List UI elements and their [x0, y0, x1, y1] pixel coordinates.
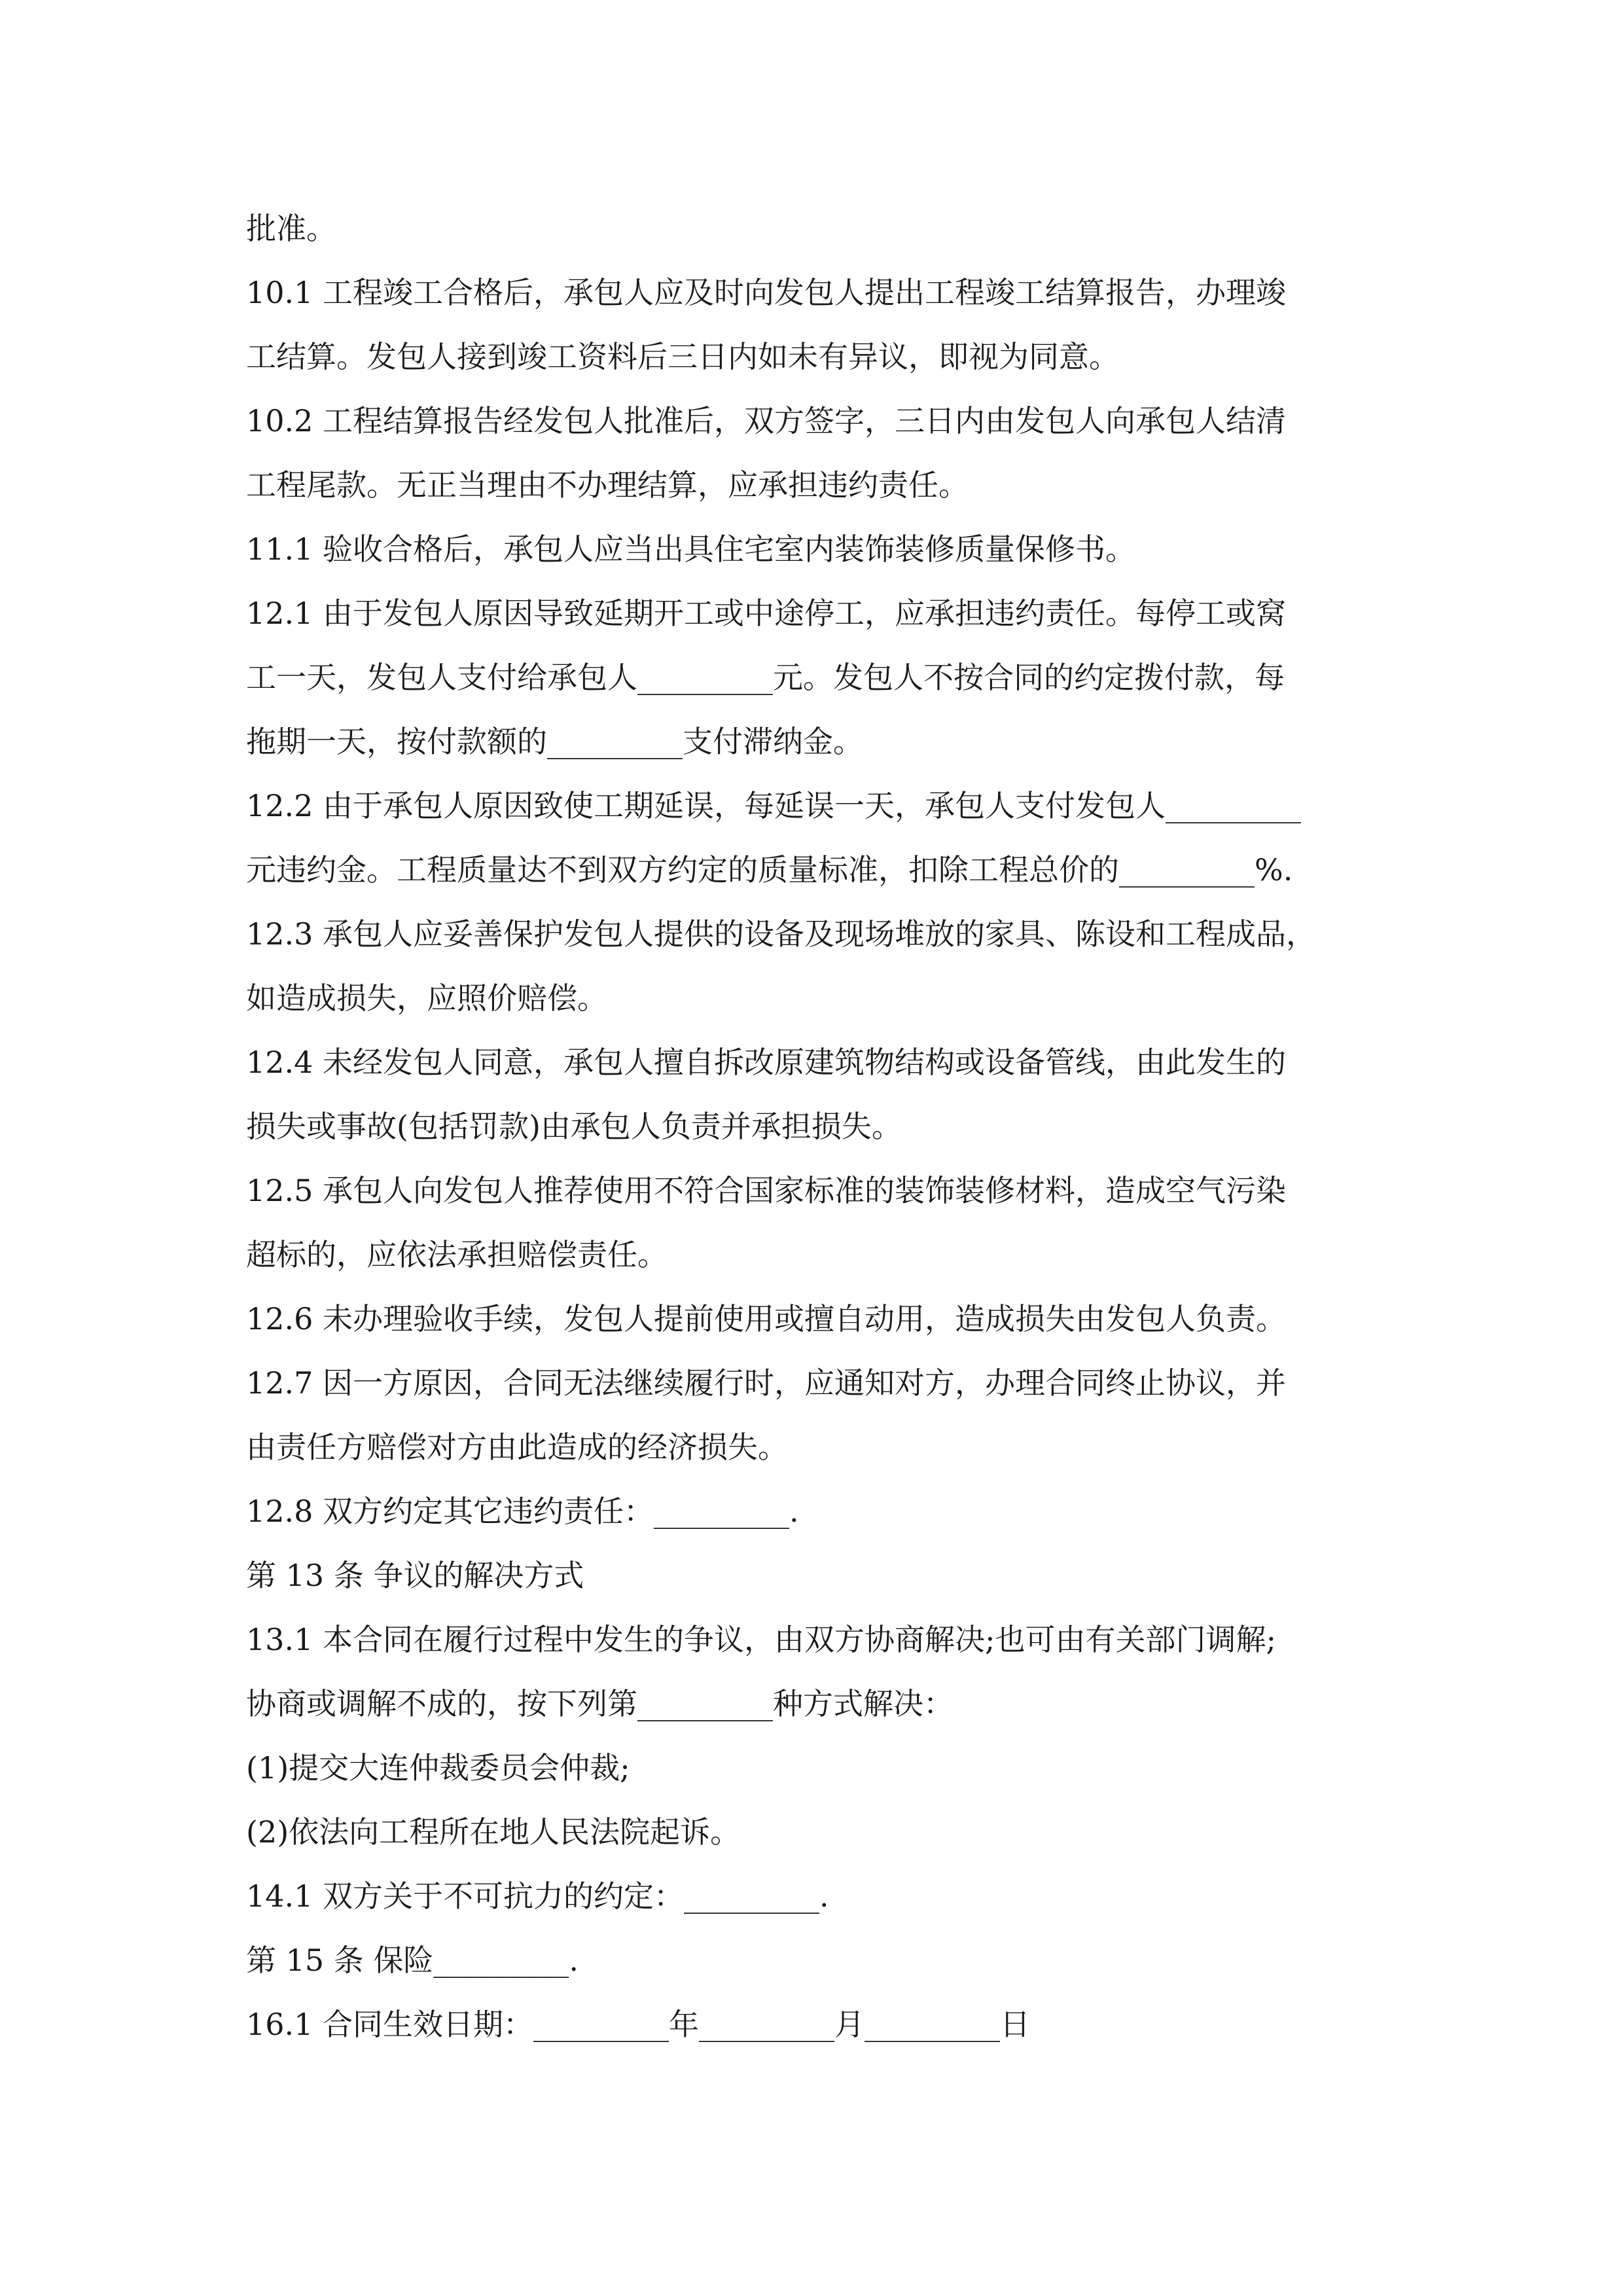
section-heading: 第 13 条 争议的解决方式 [246, 1558, 584, 1593]
text-line: (2)依法向工程所在地人民法院起诉。 [246, 1814, 741, 1850]
text-line: 14.1 双方关于不可抗力的约定：_________. [246, 1878, 829, 1914]
text-line: (1)提交大连仲裁委员会仲裁; [246, 1750, 630, 1785]
text-line: 12.6 未办理验收手续，发包人提前使用或擅自动用，造成损失由发包人负责。 [246, 1301, 1287, 1336]
text-line: 批准。 [246, 211, 336, 246]
section-heading: 第 15 条 保险_________. [246, 1943, 579, 1978]
text-line: 16.1 合同生效日期：_________年_________月_________日 [246, 2007, 1031, 2042]
text-line: 拖期一天，按付款额的_________支付滞纳金。 [246, 724, 863, 759]
text-line: 如造成损失，应照价赔偿。 [246, 980, 607, 1016]
text-line: 由责任方赔偿对方由此造成的经济损失。 [246, 1429, 788, 1465]
text-line: 元违约金。工程质量达不到双方约定的质量标准，扣除工程总价的_________%. [246, 852, 1293, 888]
text-line: 12.5 承包人向发包人推荐使用不符合国家标准的装饰装修材料，造成空气污染 [246, 1173, 1287, 1208]
text-line: 12.3 承包人应妥善保护发包人提供的设备及现场堆放的家具、陈设和工程成品， [246, 916, 1317, 952]
text-line: 工一天，发包人支付给承包人_________元。发包人不按合同的约定拨付款，每 [246, 660, 1285, 695]
text-line: 12.4 未经发包人同意，承包人擅自拆改原建筑物结构或设备管线，由此发生的 [246, 1045, 1287, 1080]
text-line: 12.7 因一方原因，合同无法继续履行时，应通知对方，办理合同终止协议，并 [246, 1365, 1287, 1401]
text-line: 13.1 本合同在履行过程中发生的争议，由双方协商解决;也可由有关部门调解; [246, 1622, 1277, 1657]
text-line: 11.1 验收合格后，承包人应当出具住宅室内装饰装修质量保修书。 [246, 531, 1136, 567]
text-line: 协商或调解不成的，按下列第_________种方式解决： [246, 1686, 954, 1721]
text-line: 12.1 由于发包人原因导致延期开工或中途停工，应承担违约责任。每停工或窝 [246, 596, 1287, 631]
text-line: 12.2 由于承包人原因致使工期延误，每延误一天，承包人支付发包人_________ [246, 788, 1302, 823]
text-line: 12.8 双方约定其它违约责任：_________. [246, 1494, 799, 1529]
text-line: 损失或事故(包括罚款)由承包人负责并承担损失。 [246, 1109, 902, 1144]
text-line: 工结算。发包人接到竣工资料后三日内如未有异议，即视为同意。 [246, 339, 1119, 374]
text-line: 超标的，应依法承担赔偿责任。 [246, 1237, 668, 1272]
text-line: 10.1 工程竣工合格后，承包人应及时向发包人提出工程竣工结算报告，办理竣 [246, 275, 1287, 310]
document-body [246, 196, 1398, 2056]
text-line: 10.2 工程结算报告经发包人批准后，双方签字，三日内由发包人向承包人结清 [246, 403, 1287, 439]
text-line: 工程尾款。无正当理由不办理结算，应承担违约责任。 [246, 467, 969, 503]
